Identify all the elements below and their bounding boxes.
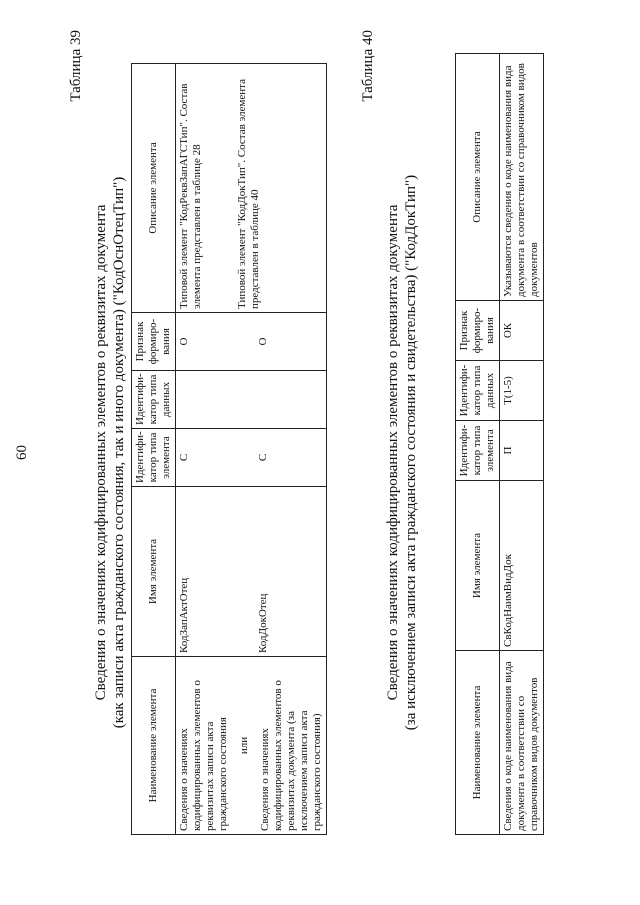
table40-cell-element: СвКодНаимВидДок [500, 481, 544, 651]
table39-cell-flag [176, 313, 327, 371]
element-name-text: Сведения о значениях кодифицированных элементов о реквизитах документа (за исключением записи акта гражданского состояния) [259, 680, 323, 831]
table40-cell-type-id: П [500, 421, 544, 481]
flag-text: О [178, 337, 190, 346]
table39-header-type-id: Идентифи-катор типа элемента [132, 429, 176, 487]
table39-cell-description [176, 64, 327, 313]
description-text: Типовой элемент "КодДокТип". Состав элемента представлен в таблице 40 [236, 79, 261, 309]
table39 [131, 63, 327, 835]
table40-header-data-type: Идентифи-катор типа данных [456, 361, 500, 421]
table40-cell-flag: ОК [500, 301, 544, 361]
or-separator: или [238, 736, 250, 755]
table39-header-description: Описание элемента [132, 64, 176, 313]
table40-header-row [456, 54, 500, 835]
table40-title [384, 50, 420, 855]
table39-label: Таблица 39 [68, 30, 84, 102]
table40-cell-data-type: T(1-5) [500, 361, 544, 421]
table40 [455, 53, 544, 835]
element-id-text: КодДокОтец [257, 593, 269, 653]
table40-header-element: Имя элемента [456, 481, 500, 651]
table39-title-line1: Сведения о значениях кодифицированных элементов о реквизитах документа [93, 204, 109, 701]
table39-header-row [132, 64, 176, 835]
table40-header-type-id: Идентифи-катор типа элемента [456, 421, 500, 481]
element-name-text: Сведения о значениях кодифицированных элементов о реквизитах записи акта гражданского состояния [178, 680, 229, 831]
table40-title-line1: Сведения о значениях кодифицированных элементов о реквизитах документа [385, 204, 401, 701]
table39-cell-element [176, 487, 327, 657]
table40-cell-name: Сведения о коде наименования вида документа в соответствии со справочником видов документов [500, 651, 544, 835]
table39-header-element: Имя элемента [132, 487, 176, 657]
type-id-text: С [178, 453, 190, 462]
page-number: 60 [14, 445, 30, 460]
table40-label: Таблица 40 [360, 30, 376, 102]
table39-cell-name [176, 657, 327, 835]
element-id-text: КодЗапАктОтец [178, 577, 190, 653]
table40-header-flag: Признак формиро-вания [456, 301, 500, 361]
type-id-text: С [257, 453, 269, 462]
table39-title [92, 50, 128, 855]
table-row [500, 54, 544, 835]
table39-header-flag: Признак формиро-вания [132, 313, 176, 371]
table39-title-line2: (как записи акта гражданского состояния, так и иного документа) ("КодОснОтецТип") [111, 176, 127, 729]
table40-header-description: Описание элемента [456, 54, 500, 301]
table39-cell-data-type [176, 371, 327, 429]
table40-title-line2: (за исключением записи акта гражданского состояния и свидетельства) ("КодДокТип") [403, 174, 419, 731]
table40-header-name: Наименование элемента [456, 651, 500, 835]
table40-cell-description: Указываются сведения о коде наименования вида документа в соответствии со справочником видов документов [500, 54, 544, 301]
table-row [176, 64, 327, 835]
flag-text: О [257, 337, 269, 346]
table39-cell-type-id [176, 429, 327, 487]
table39-header-name: Наименование элемента [132, 657, 176, 835]
description-text: Типовой элемент "КодРеквЗапАГСТип". Состав элемента представлен в таблице 28 [178, 83, 203, 309]
table39-header-data-type: Идентифи-катор типа данных [132, 371, 176, 429]
